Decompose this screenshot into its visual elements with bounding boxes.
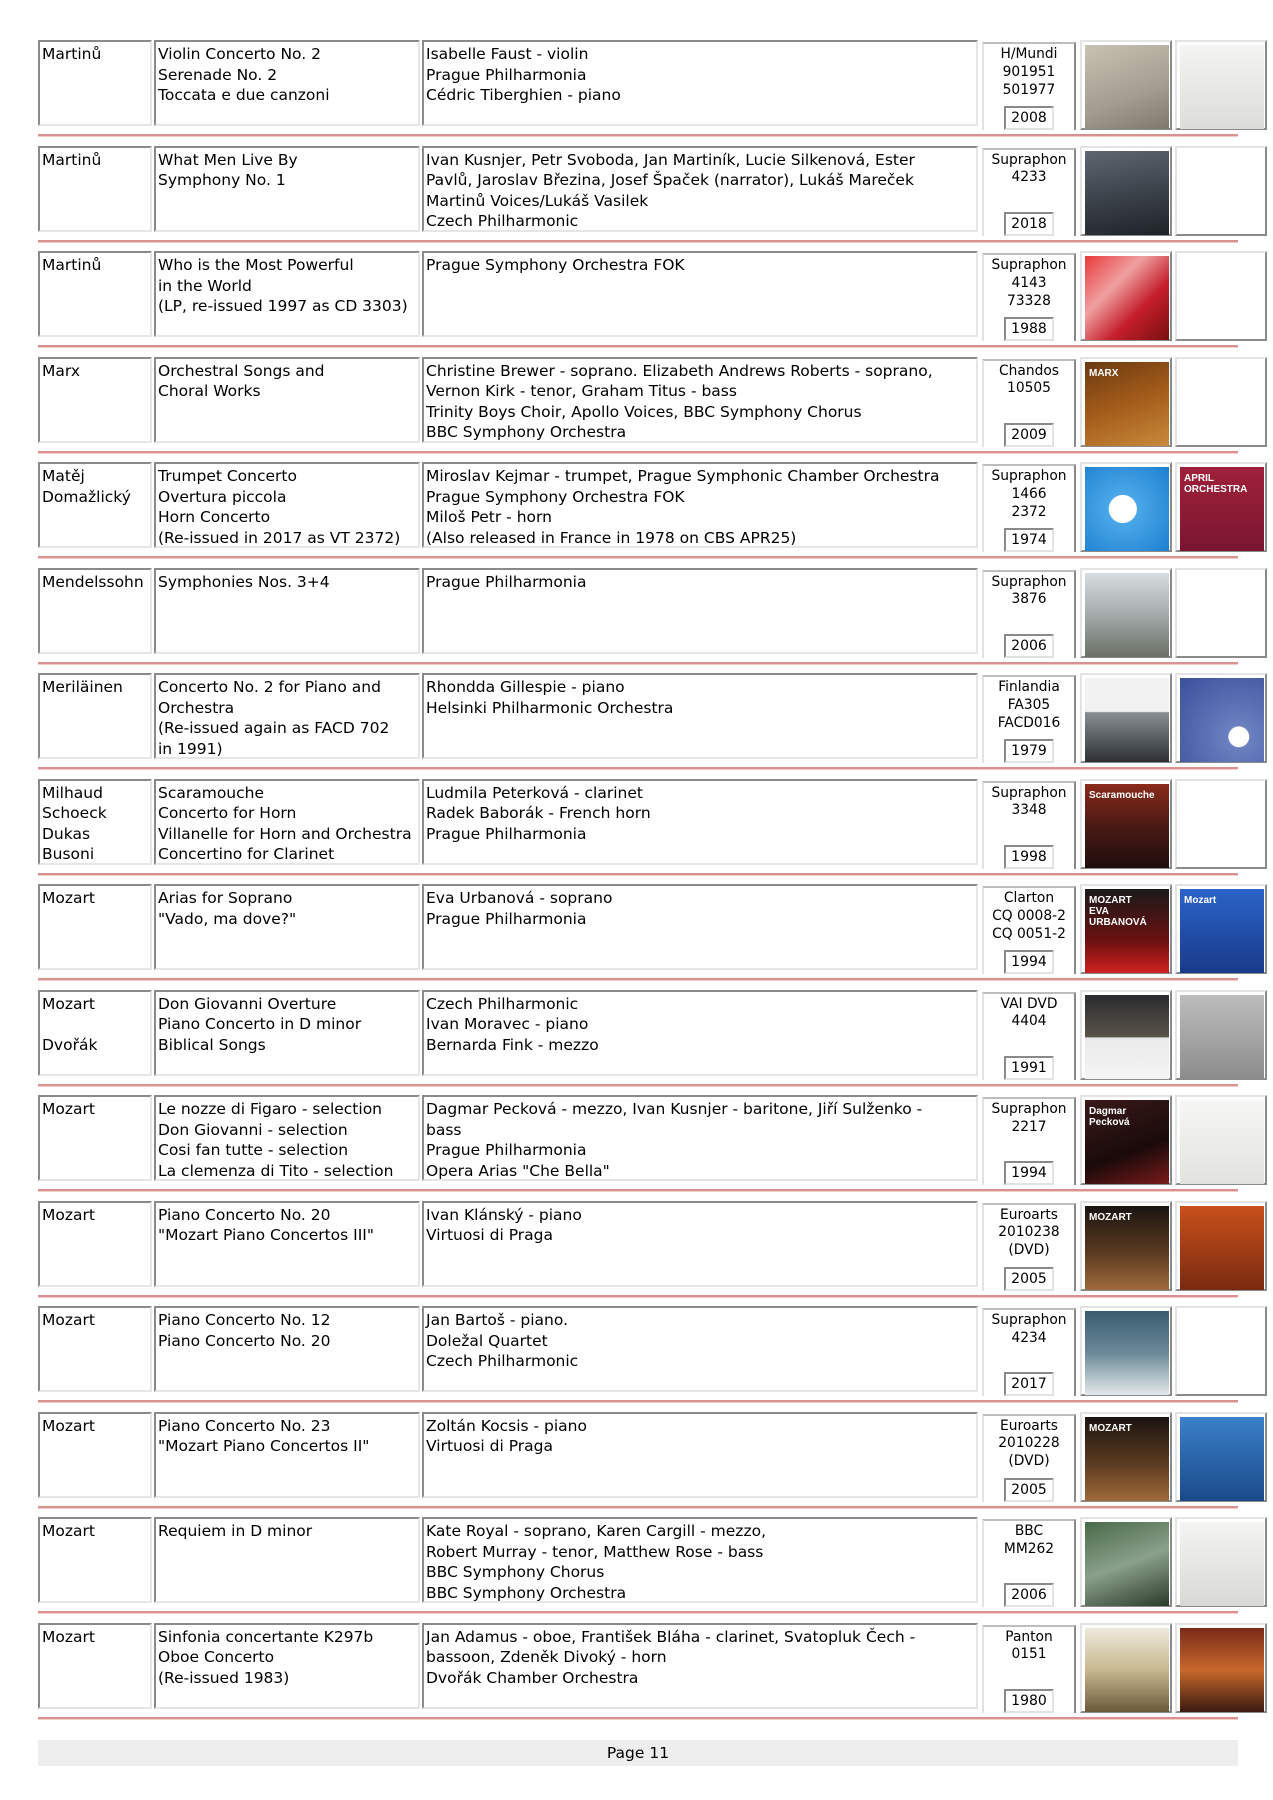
performers-cell: Christine Brewer - soprano. Elizabeth Andrews Roberts - soprano, Vernon Kirk - tenor, Graham Titus - bass Trinity Boys Choir, Apollo Voices, BBC Symphony Chorus BBC Symphony Orchestra	[422, 357, 978, 443]
table-row	[38, 669, 1238, 769]
album-cover-image[interactable]	[1180, 45, 1264, 129]
album-cover-image[interactable]	[1180, 467, 1264, 551]
back-cover-cell	[1175, 146, 1267, 236]
table-row	[38, 142, 1238, 242]
label-cell: Euroarts 2010228 (DVD)	[982, 1414, 1076, 1502]
composer-cell: Mozart	[38, 1201, 152, 1287]
label-cell: VAI DVD 4404	[982, 992, 1076, 1080]
year-badge: 2017	[1004, 1372, 1054, 1396]
work-cell: Concerto No. 2 for Piano and Orchestra (Re-issued again as FACD 702 in 1991)	[154, 673, 420, 759]
album-cover-image[interactable]	[1085, 1628, 1169, 1712]
label-cell: Clarton CQ 0008-2 CQ 0051-2	[982, 886, 1076, 974]
album-cover-image[interactable]	[1085, 678, 1169, 762]
work-cell: Arias for Soprano "Vado, ma dove?"	[154, 884, 420, 970]
album-cover-image[interactable]	[1085, 1311, 1169, 1395]
work-cell: Symphonies Nos. 3+4	[154, 568, 420, 654]
work-cell: Piano Concerto No. 12 Piano Concerto No. 20	[154, 1306, 420, 1392]
cover-title: Dagmar Pecková	[1089, 1106, 1130, 1128]
album-cover-image[interactable]	[1180, 889, 1264, 973]
work-cell: Scaramouche Concerto for Horn Villanelle for Horn and Orchestra Concertino for Clarinet	[154, 779, 420, 865]
album-cover-image[interactable]	[1180, 1417, 1264, 1501]
work-cell: Le nozze di Figaro - selection Don Giovanni - selection Cosi fan tutte - selection La clemenza di Tito - selection	[154, 1095, 420, 1181]
label-cell: BBC MM262	[982, 1519, 1076, 1607]
composer-cell: Mendelssohn	[38, 568, 152, 654]
composer-cell: Mozart Dvořák	[38, 990, 152, 1076]
album-cover-image[interactable]	[1180, 678, 1264, 762]
front-cover-cell	[1080, 251, 1172, 341]
album-cover-image[interactable]	[1085, 1206, 1169, 1290]
work-cell: Orchestral Songs and Choral Works	[154, 357, 420, 443]
back-cover-cell	[1175, 357, 1267, 447]
front-cover-cell	[1080, 357, 1172, 447]
front-cover-cell	[1080, 779, 1172, 869]
year-badge: 1994	[1004, 1161, 1054, 1185]
table-row	[38, 986, 1238, 1086]
page-number: Page 11	[606, 1744, 670, 1762]
label-cell: Supraphon 3876	[982, 570, 1076, 658]
year-badge: 1998	[1004, 845, 1054, 869]
composer-cell: Meriläinen	[38, 673, 152, 759]
album-cover-image[interactable]	[1180, 1206, 1264, 1290]
front-cover-cell	[1080, 1201, 1172, 1291]
performers-cell: Zoltán Kocsis - piano Virtuosi di Praga	[422, 1412, 978, 1498]
composer-cell: Marx	[38, 357, 152, 443]
year-badge: 1980	[1004, 1689, 1054, 1713]
work-cell: Piano Concerto No. 20 "Mozart Piano Concertos III"	[154, 1201, 420, 1287]
label-cell: H/Mundi 901951 501977	[982, 42, 1076, 130]
front-cover-cell	[1080, 1095, 1172, 1185]
album-cover-image[interactable]	[1085, 467, 1169, 551]
label-cell: Euroarts 2010238 (DVD)	[982, 1203, 1076, 1291]
table-row	[38, 1302, 1238, 1402]
composer-cell: Martinů	[38, 40, 152, 126]
album-cover-image[interactable]	[1180, 1628, 1264, 1712]
cover-title: MOZART	[1089, 1422, 1132, 1434]
back-cover-cell	[1175, 1517, 1267, 1607]
album-cover-image[interactable]	[1085, 45, 1169, 129]
composer-cell: Matěj Domažlický	[38, 462, 152, 548]
work-cell: What Men Live By Symphony No. 1	[154, 146, 420, 232]
year-badge: 2018	[1004, 212, 1054, 236]
album-cover-image[interactable]	[1085, 784, 1169, 868]
label-cell: Supraphon 2217	[982, 1097, 1076, 1185]
work-cell: Sinfonia concertante K297b Oboe Concerto (Re-issued 1983)	[154, 1623, 420, 1709]
work-cell: Piano Concerto No. 23 "Mozart Piano Concertos II"	[154, 1412, 420, 1498]
label-cell: Supraphon 4234	[982, 1308, 1076, 1396]
year-badge: 2009	[1004, 423, 1054, 447]
year-badge: 1994	[1004, 950, 1054, 974]
album-cover-image[interactable]	[1085, 995, 1169, 1079]
performers-cell: Ludmila Peterková - clarinet Radek Baborák - French horn Prague Philharmonia	[422, 779, 978, 865]
table-row	[38, 1408, 1238, 1508]
page-footer	[38, 1740, 1238, 1766]
cover-title: MARX	[1089, 367, 1119, 379]
label-cell: Supraphon 3348	[982, 781, 1076, 869]
composer-cell: Mozart	[38, 1517, 152, 1603]
year-badge: 2008	[1004, 106, 1054, 130]
front-cover-cell	[1080, 1517, 1172, 1607]
cover-title: MOZART	[1089, 1211, 1132, 1223]
performers-cell: Ivan Kusnjer, Petr Svoboda, Jan Martiník, Lucie Silkenová, Ester Pavlů, Jaroslav Březina, Josef Špaček (narrator), Lukáš Mareček Martinů Voices/Lukáš Vasilek Czech Philharmonic	[422, 146, 978, 232]
performers-cell: Prague Philharmonia	[422, 568, 978, 654]
front-cover-cell	[1080, 462, 1172, 552]
performers-cell: Jan Bartoš - piano. Doležal Quartet Czech Philharmonic	[422, 1306, 978, 1392]
album-cover-image[interactable]	[1085, 573, 1169, 657]
label-cell: Supraphon 4143 73328	[982, 253, 1076, 341]
label-cell: Chandos 10505	[982, 359, 1076, 447]
performers-cell: Jan Adamus - oboe, František Bláha - clarinet, Svatopluk Čech - bassoon, Zdeněk Divoký - horn Dvořák Chamber Orchestra	[422, 1623, 978, 1709]
label-cell: Finlandia FA305 FACD016	[982, 675, 1076, 763]
table-row	[38, 1619, 1238, 1719]
year-badge: 2005	[1004, 1267, 1054, 1291]
back-cover-cell	[1175, 568, 1267, 658]
performers-cell: Eva Urbanová - soprano Prague Philharmonia	[422, 884, 978, 970]
performers-cell: Rhondda Gillespie - piano Helsinki Philharmonic Orchestra	[422, 673, 978, 759]
table-row	[38, 1091, 1238, 1191]
composer-cell: Martinů	[38, 146, 152, 232]
table-row	[38, 1197, 1238, 1297]
performers-cell: Miroslav Kejmar - trumpet, Prague Symphonic Chamber Orchestra Prague Symphony Orchestra FOK Miloš Petr - horn (Also released in France in 1978 on CBS APR25)	[422, 462, 978, 548]
front-cover-cell	[1080, 1306, 1172, 1396]
performers-cell: Isabelle Faust - violin Prague Philharmonia Cédric Tiberghien - piano	[422, 40, 978, 126]
cover-title: APRIL ORCHESTRA	[1184, 473, 1248, 495]
table-row	[38, 564, 1238, 664]
label-cell: Supraphon 1466 2372	[982, 464, 1076, 552]
cover-title: Mozart	[1184, 895, 1217, 906]
work-cell: Trumpet Concerto Overtura piccola Horn Concerto (Re-issued in 2017 as VT 2372)	[154, 462, 420, 548]
label-cell: Supraphon 4233	[982, 148, 1076, 236]
back-cover-cell	[1175, 1623, 1267, 1713]
album-cover-image[interactable]	[1085, 1100, 1169, 1184]
back-cover-cell	[1175, 40, 1267, 130]
performers-cell: Prague Symphony Orchestra FOK	[422, 251, 978, 337]
album-cover-image[interactable]	[1085, 889, 1169, 973]
year-badge: 1979	[1004, 739, 1054, 763]
back-cover-cell	[1175, 1201, 1267, 1291]
table-row	[38, 1513, 1238, 1613]
table-row	[38, 36, 1238, 136]
performers-cell: Kate Royal - soprano, Karen Cargill - mezzo, Robert Murray - tenor, Matthew Rose - bass BBC Symphony Chorus BBC Symphony Orchestra	[422, 1517, 978, 1603]
front-cover-cell	[1080, 1412, 1172, 1502]
year-badge: 1974	[1004, 528, 1054, 552]
composer-cell: Mozart	[38, 1306, 152, 1392]
year-badge: 1988	[1004, 317, 1054, 341]
table-row	[38, 880, 1238, 980]
cover-title: Scaramouche	[1089, 789, 1155, 801]
table-row	[38, 775, 1238, 875]
front-cover-cell	[1080, 568, 1172, 658]
front-cover-cell	[1080, 40, 1172, 130]
composer-cell: Martinů	[38, 251, 152, 337]
front-cover-cell	[1080, 1623, 1172, 1713]
performers-cell: Ivan Klánský - piano Virtuosi di Praga	[422, 1201, 978, 1287]
back-cover-cell	[1175, 251, 1267, 341]
album-cover-image[interactable]	[1085, 256, 1169, 340]
table-row	[38, 247, 1238, 347]
back-cover-cell	[1175, 884, 1267, 974]
album-cover-image[interactable]	[1180, 1522, 1264, 1606]
composer-cell: Mozart	[38, 1412, 152, 1498]
front-cover-cell	[1080, 146, 1172, 236]
work-cell: Violin Concerto No. 2 Serenade No. 2 Toccata e due canzoni	[154, 40, 420, 126]
performers-cell: Czech Philharmonic Ivan Moravec - piano Bernarda Fink - mezzo	[422, 990, 978, 1076]
composer-cell: Mozart	[38, 884, 152, 970]
album-cover-image[interactable]	[1085, 1417, 1169, 1501]
work-cell: Requiem in D minor	[154, 1517, 420, 1603]
back-cover-cell	[1175, 779, 1267, 869]
year-badge: 2006	[1004, 634, 1054, 658]
album-cover-image[interactable]	[1180, 995, 1264, 1079]
front-cover-cell	[1080, 990, 1172, 1080]
back-cover-cell	[1175, 1306, 1267, 1396]
back-cover-cell	[1175, 990, 1267, 1080]
work-cell: Who is the Most Powerful in the World (LP, re-issued 1997 as CD 3303)	[154, 251, 420, 337]
album-cover-image[interactable]	[1085, 362, 1169, 446]
year-badge: 2006	[1004, 1583, 1054, 1607]
front-cover-cell	[1080, 673, 1172, 763]
composer-cell: Mozart	[38, 1623, 152, 1709]
work-cell: Don Giovanni Overture Piano Concerto in D minor Biblical Songs	[154, 990, 420, 1076]
composer-cell: Mozart	[38, 1095, 152, 1181]
performers-cell: Dagmar Pecková - mezzo, Ivan Kusnjer - baritone, Jiří Sulženko - bass Prague Philharmonia Opera Arias "Che Bella"	[422, 1095, 978, 1181]
cover-title: MOZART EVA URBANOVÁ	[1089, 895, 1147, 928]
composer-cell: Milhaud Schoeck Dukas Busoni	[38, 779, 152, 865]
back-cover-cell	[1175, 462, 1267, 552]
back-cover-cell	[1175, 1412, 1267, 1502]
catalog-table	[38, 36, 1248, 1724]
table-row	[38, 353, 1238, 453]
label-cell: Panton 0151	[982, 1625, 1076, 1713]
album-cover-image[interactable]	[1085, 1522, 1169, 1606]
year-badge: 1991	[1004, 1056, 1054, 1080]
table-row	[38, 458, 1248, 558]
back-cover-cell	[1175, 1095, 1267, 1185]
front-cover-cell	[1080, 884, 1172, 974]
back-cover-cell	[1175, 673, 1267, 763]
album-cover-image[interactable]	[1180, 1100, 1264, 1184]
year-badge: 2005	[1004, 1478, 1054, 1502]
album-cover-image[interactable]	[1085, 151, 1169, 235]
